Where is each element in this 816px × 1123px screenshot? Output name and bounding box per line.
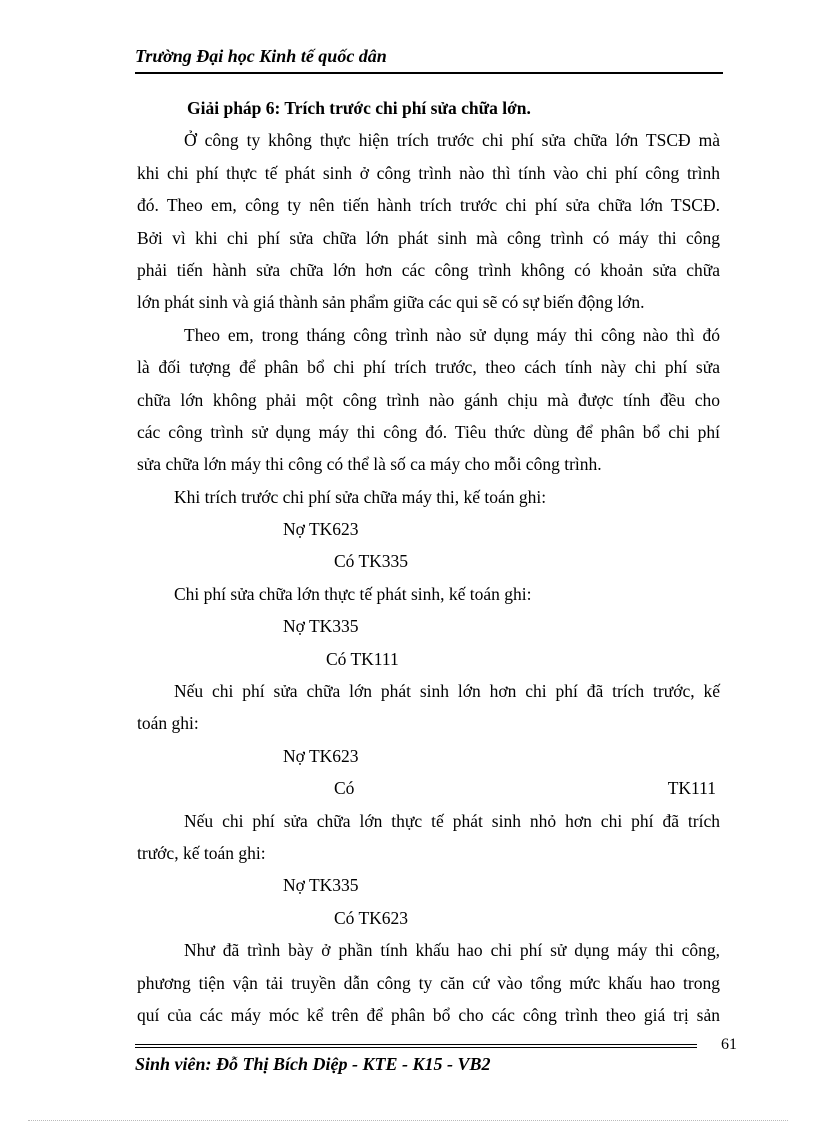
paragraph-line: lớn phát sinh và giá thành sản phẩm giữa các qui sẽ có sự biến động lớn.	[137, 292, 645, 313]
paragraph-line: đó. Theo em, công ty nên tiến hành trích trước chi phí sửa chữa lớn TSCĐ.	[137, 195, 720, 216]
journal-credit-account: TK111	[667, 778, 716, 799]
paragraph-line: phải tiến hành sửa chữa lớn hơn các công trình không có khoản sửa chữa	[137, 259, 720, 280]
paragraph-line: Như đã trình bày ở phần tính khấu hao chi phí sử dụng máy thi công,	[184, 940, 720, 961]
paragraph-line: Bởi vì khi chi phí sửa chữa lớn phát sinh mà công trình có máy thi công	[137, 227, 720, 248]
bottom-border	[28, 1120, 788, 1121]
paragraph-line: phương tiện vận tải truyền dẫn công ty căn cứ vào tổng mức khấu hao trong	[137, 972, 720, 993]
paragraph-line: toán ghi:	[137, 713, 199, 734]
paragraph-line: quí của các máy móc kể trên để phân bổ cho các công trình theo giá trị sản	[137, 1004, 720, 1025]
paragraph-line: Nếu chi phí sửa chữa lớn phát sinh lớn hơn chi phí đã trích trước, kế	[174, 681, 720, 702]
paragraph-line: chữa lớn không phải một công trình nào gánh chịu mà được tính đều cho	[137, 389, 720, 410]
paragraph-line: Chi phí sửa chữa lớn thực tế phát sinh, kế toán ghi:	[174, 583, 532, 604]
paragraph-line: Nếu chi phí sửa chữa lớn thực tế phát sinh nhỏ hơn chi phí đã trích	[184, 810, 720, 831]
paragraph-line: khi chi phí thực tế phát sinh ở công trình nào thì tính vào chi phí công trình	[137, 162, 720, 183]
journal-debit: Nợ TK335	[283, 875, 359, 896]
journal-credit	[137, 772, 720, 804]
page-header	[135, 44, 723, 74]
paragraph-line: Ở công ty không thực hiện trích trước chi phí sửa chữa lớn TSCĐ mà	[184, 130, 720, 151]
section-heading: Giải pháp 6: Trích trước chi phí sửa chữa lớn.	[187, 98, 531, 118]
paragraph-line: sửa chữa lớn máy thi công có thể là số ca máy cho mỗi công trình.	[137, 454, 602, 475]
paragraph-line: Theo em, trong tháng công trình nào sử dụng máy thi công nào thì đó	[184, 324, 720, 345]
journal-debit: Nợ TK623	[283, 519, 359, 540]
journal-credit: Có TK335	[334, 551, 409, 572]
document-body	[137, 92, 720, 1031]
journal-credit: Có TK111	[326, 648, 399, 669]
journal-debit: Nợ TK335	[283, 616, 359, 637]
page-number: 61	[721, 1036, 737, 1053]
paragraph-line: Khi trích trước chi phí sửa chữa máy thi, kế toán ghi:	[174, 486, 547, 507]
header-title: Trường Đại học Kinh tế quốc dân	[135, 46, 387, 66]
paragraph-line: là đối tượng để phân bổ chi phí trích trước, theo cách tính này chi phí sửa	[137, 357, 720, 378]
journal-credit: Có TK623	[334, 907, 409, 928]
journal-debit: Nợ TK623	[283, 745, 359, 766]
footer-author: Sinh viên: Đỗ Thị Bích Diệp - KTE - K15 - VB2	[135, 1054, 491, 1074]
page-footer	[135, 1036, 755, 1082]
paragraph-line: trước, kế toán ghi:	[137, 842, 266, 863]
journal-credit-label: Có	[334, 778, 355, 799]
header-rule	[135, 72, 723, 74]
paragraph-line: các công trình sử dụng máy thi công đó. Tiêu thức dùng để phân bổ chi phí	[137, 421, 720, 442]
